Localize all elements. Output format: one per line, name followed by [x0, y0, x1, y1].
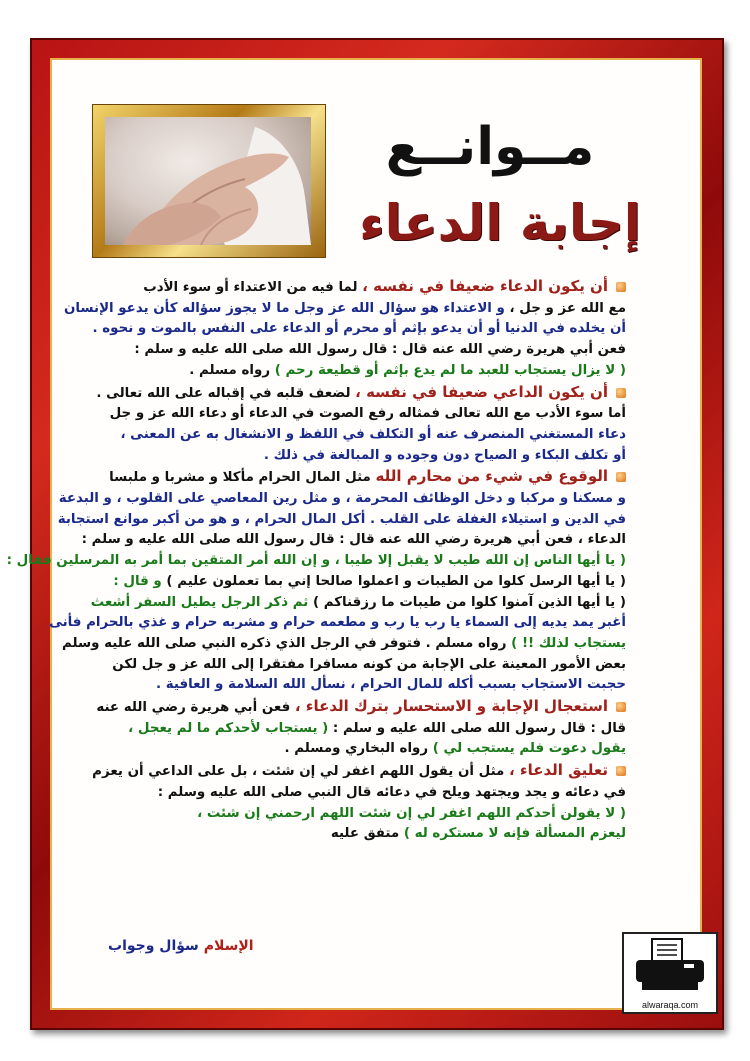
- body-line: [66, 572, 626, 593]
- text-segment: في دعائه و يجد ويجتهد ويلح في دعائه قال النبي صلى الله عليه وسلم :: [157, 784, 626, 800]
- text-segment: في الدين و استيلاء الغفلة على القلب . أكل المال الحرام ، و هو من أكبر موانع استجابة: [57, 511, 626, 527]
- text-segment: فعن أبي هريرة رضي الله عنه: [96, 700, 295, 716]
- body-line: [66, 361, 626, 382]
- body-line: [66, 530, 626, 551]
- text-segment: ( يا أيها الذين آمنوا كلوا من طيبات ما رزقناكم ): [312, 594, 626, 610]
- body-line: [66, 425, 626, 446]
- body-line: [66, 593, 626, 614]
- text-segment: ( لا يقولن أحدكم اللهم اغفر لي إن شئت اللهم ارحمني إن شئت ،: [197, 805, 626, 821]
- body-line: [66, 739, 626, 760]
- credit-part-2: سؤال وجواب: [108, 938, 199, 954]
- logo-url: alwaraqa.com: [641, 1000, 699, 1010]
- title-line-2: إجابة الدعاء: [359, 194, 641, 252]
- printer-icon: [624, 934, 716, 996]
- text-segment: مثل أن يقول اللهم اغفر لي إن شئت ، بل على الداعي أن يعزم: [92, 764, 509, 780]
- body-line: [66, 382, 626, 405]
- text-segment: بعض الأمور المعينة على الإجابة من كونه مسافرا مفتقرا إلى الله عز و جل لكن: [112, 656, 626, 672]
- body-line: [6, 551, 626, 572]
- body-line: [66, 824, 626, 845]
- body-line: [66, 655, 626, 676]
- credit-part-1: الإسلام: [203, 938, 254, 954]
- text-segment: لما فيه من الاعتداء أو سوء الأدب: [143, 280, 363, 295]
- body-line: [66, 760, 626, 783]
- text-segment: الوقوع في شيء من محارم الله: [375, 467, 608, 486]
- praying-hands-image: [105, 117, 311, 245]
- bullet-icon: [616, 282, 626, 292]
- text-segment: ( يا أيها الناس إن الله طيب لا يقبل إلا طيبا ، و إن الله أمر المتقين بما أمر به المرسلين فقال :: [6, 553, 626, 569]
- text-segment: دعاء المستغني المنصرف عنه أو التكلف في اللفظ و الانشغال به عن المعنى ،: [120, 426, 626, 442]
- text-segment: قال : قال رسول الله صلى الله عليه و سلم :: [332, 720, 626, 736]
- body-line: [66, 719, 626, 740]
- source-credit: [108, 938, 254, 954]
- text-segment: أغبر يمد يديه إلى السماء يا رب يا رب و مطعمه حرام و مشربه حرام و غذي بالحرام فأنى: [49, 615, 626, 631]
- text-segment: استعجال الإجابة و الاستحسار بترك الدعاء ،: [294, 697, 608, 716]
- body-line: [66, 404, 626, 425]
- body-line: [57, 510, 626, 531]
- text-segment: و مسكنا و مركبا و دخل الوظائف المحرمة ، و مثل رين المعاصي على القلوب ، و البدعة: [58, 491, 626, 507]
- body-line: [66, 340, 626, 361]
- text-segment: تعليق الدعاء ،: [509, 761, 608, 780]
- text-segment: متفق عليه: [330, 826, 404, 842]
- praying-hands-photo-frame: [92, 104, 326, 258]
- text-segment: يستجاب لذلك !! ): [511, 635, 626, 651]
- text-segment: أن يكون الدعاء ضعيفا في نفسه ،: [362, 277, 608, 295]
- body-line: [62, 634, 626, 655]
- bullet-icon: [616, 702, 626, 712]
- text-segment: ( لا يزال يستجاب للعبد ما لم يدع بإثم أو قطيعة رحم ): [274, 362, 626, 378]
- text-segment: ليعزم المسألة فإنه لا مستكره له ): [403, 826, 626, 842]
- text-segment: ( يا أيها الرسل كلوا من الطيبات و اعملوا صالحا إني بما تعملون عليم ): [166, 573, 626, 589]
- text-segment: أما سوء الأدب مع الله تعالى فمثاله رفع الصوت في الدعاء أو دعاء الله عز و جل: [109, 406, 626, 422]
- text-segment: لضعف قلبه في إقباله على الله تعالى .: [96, 385, 356, 401]
- text-segment: ( يستجاب لأحدكم ما لم يعجل ،: [128, 720, 333, 736]
- text-segment: أو تكلف البكاء و الصياح دون وجوده و المبالغة في ذلك .: [263, 447, 626, 463]
- text-segment: حجبت الاستجاب بسبب أكله للمال الحرام ، نسأل الله السلامة و العافية .: [156, 677, 626, 693]
- text-segment: مع الله عز و جل ،: [509, 300, 626, 316]
- bullet-icon: [616, 388, 626, 398]
- text-segment: و قال :: [113, 573, 167, 589]
- body-line: [58, 489, 626, 510]
- body-line: [66, 276, 626, 299]
- text-segment: رواه مسلم .: [189, 362, 275, 378]
- text-segment: أن يخلده في الدنيا أو أن يدعو بإثم أو محرم أو الدعاء على النفس بالموت و نحوه .: [92, 321, 626, 337]
- body-line: [66, 696, 626, 719]
- title-line-1: مــوانــع: [385, 117, 595, 177]
- text-segment: أن يكون الداعي ضعيفا في نفسه ،: [355, 382, 608, 401]
- text-segment: رواه البخاري ومسلم .: [284, 741, 433, 757]
- text-segment: ثم ذكر الرجل يطيل السفر أشعث: [90, 594, 313, 610]
- text-segment: رواه مسلم . فتوفر في الرجل الذي ذكره النبي صلى الله عليه وسلم: [62, 635, 512, 651]
- text-segment: مثل المال الحرام مأكلا و مشربا و ملبسا: [109, 470, 376, 486]
- body-line: [66, 446, 626, 467]
- text-segment: فعن أبي هريرة رضي الله عنه قال : قال رسول الله صلى الله عليه و سلم :: [134, 342, 626, 358]
- bullet-icon: [616, 766, 626, 776]
- article-body: [6, 276, 626, 845]
- body-line: [66, 466, 626, 489]
- text-segment: و الاعتداء هو سؤال الله عز وجل ما لا يجوز سؤاله كأن يدعو الإنسان: [63, 300, 510, 316]
- text-segment: الدعاء ، فعن أبي هريرة رضي الله عنه قال : قال رسول الله صلى الله عليه و سلم :: [81, 532, 626, 548]
- text-segment: يقول دعوت فلم يستجب لي ): [432, 741, 626, 757]
- body-line: [66, 783, 626, 804]
- bullet-icon: [616, 472, 626, 482]
- body-line: [66, 804, 626, 825]
- body-line: [49, 613, 626, 634]
- site-logo[interactable]: [622, 932, 718, 1014]
- body-line: [63, 299, 626, 320]
- body-line: [66, 675, 626, 696]
- body-line: [66, 319, 626, 340]
